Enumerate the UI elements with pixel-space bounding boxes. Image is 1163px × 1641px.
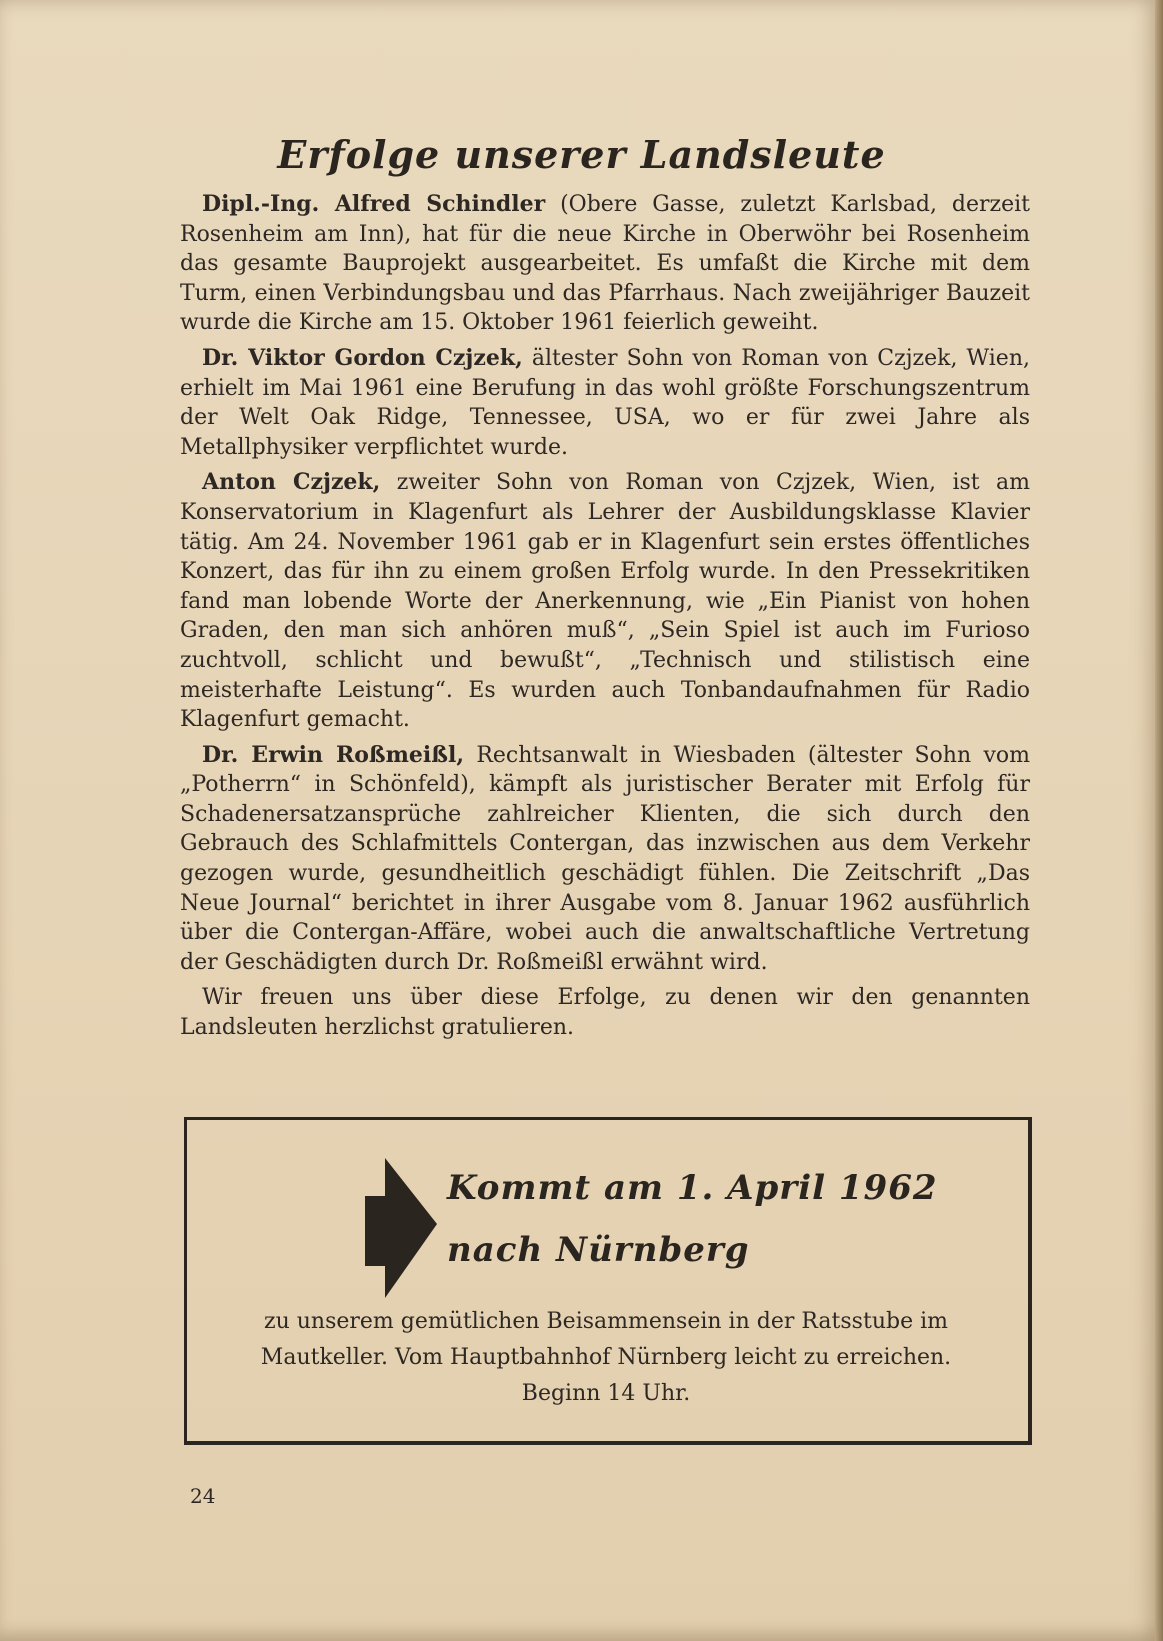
articles-section (180, 190, 1030, 1049)
article-person-name: Anton Czjzek, (202, 469, 381, 496)
notice-body-line: Mautkeller. Vom Hauptbahnhof Nürnberg leicht zu erreichen. (260, 1345, 952, 1370)
article-text: zweiter Sohn von Roman von Czjzek, Wien, ist am Konservatorium in Klagenfurt als Lehrer der Ausbildungsklasse Klavier tätig. Am 24. November 1961 gab er in Klagenfurt sein erstes öffentliches Konzert, das für ihn zu einem großen Erfolg wurde. In den Pressekritiken fand man lobende Worte der Anerkennung, wie „Ein Pianist von hohen Graden, den man sich anhören muß“, „Sein Spiel ist auch im Furioso zuchtvoll, schlicht und bewußt“, „Technisch und stilistisch eine meisterhafte Leistung“. Es wurden auch Tonbandaufnahmen für Radio Klagenfurt gemacht. (180, 470, 1030, 733)
article-paragraph (180, 344, 1030, 462)
event-notice-box (184, 1117, 1032, 1445)
article-person-name: Dr. Viktor Gordon Czjzek, (202, 344, 523, 371)
article-text: (Obere Gasse, zuletzt Karlsbad, derzeit Rosenheim am Inn), hat für die neue Kirche in Oberwöhr bei Rosenheim das gesamte Bauprojekt ausgearbeitet. Es umfaßt die Kirche mit dem Turm, einen Verbindungsbau und das Pfarrhaus. Nach zweijähriger Bauzeit wurde die Kirche am 15. Oktober 1961 feierlich geweiht. (180, 192, 1030, 336)
page-title: Erfolge unserer Landsleute (277, 132, 886, 177)
article-person-name: Dr. Erwin Roßmeißl, (202, 741, 464, 768)
notice-heading-line: Kommt am 1. April 1962 (447, 1168, 938, 1208)
article-text: ältester Sohn von Roman von Czjzek, Wien, erhielt im Mai 1961 eine Berufung in das wohl größte Forschungszentrum der Welt Oak Ridge, Tennessee, USA, wo er für zwei Jahre als Metallphysiker verpflichtet wurde. (180, 345, 1030, 460)
article-paragraph (180, 190, 1030, 338)
closing-paragraph: Wir freuen uns über diese Erfolge, zu denen wir den genannten Landsleuten herzlichst gratulieren. (180, 985, 1030, 1041)
page-number: 24 (190, 1484, 216, 1508)
notice-body-line: Beginn 14 Uhr. (521, 1381, 691, 1406)
notice-heading (427, 1156, 1027, 1280)
notice-heading-line: nach Nürnberg (447, 1230, 750, 1270)
article-person-name: Dipl.-Ing. Alfred Schindler (202, 191, 546, 217)
article-paragraph (180, 741, 1030, 978)
article-text: Rechtsanwalt in Wiesbaden (ältester Sohn vom „Potherrn“ in Schönfeld), kämpft als juristischer Berater mit Erfolg für Schadenersatzansprüche zahlreicher Klienten, die sich durch den Gebrauch des Schlafmittels Contergan, das inzwischen aus dem Verkehr gezogen wurde, gesundheitlich geschädigt fühlen. Die Zeitschrift „Das Neue Journal“ berichtet in ihrer Ausgabe vom 8. Januar 1962 ausführlich über die Contergan-Affäre, wobei auch die anwaltschaftliche Vertretung der Geschädigten durch Dr. Roßmeißl erwähnt wird. (180, 742, 1030, 975)
page-edge (1155, 0, 1163, 1641)
notice-body-line: zu unserem gemütlichen Beisammensein in der Ratsstube im (264, 1309, 948, 1334)
article-paragraph (180, 468, 1030, 734)
notice-body (221, 1304, 991, 1412)
